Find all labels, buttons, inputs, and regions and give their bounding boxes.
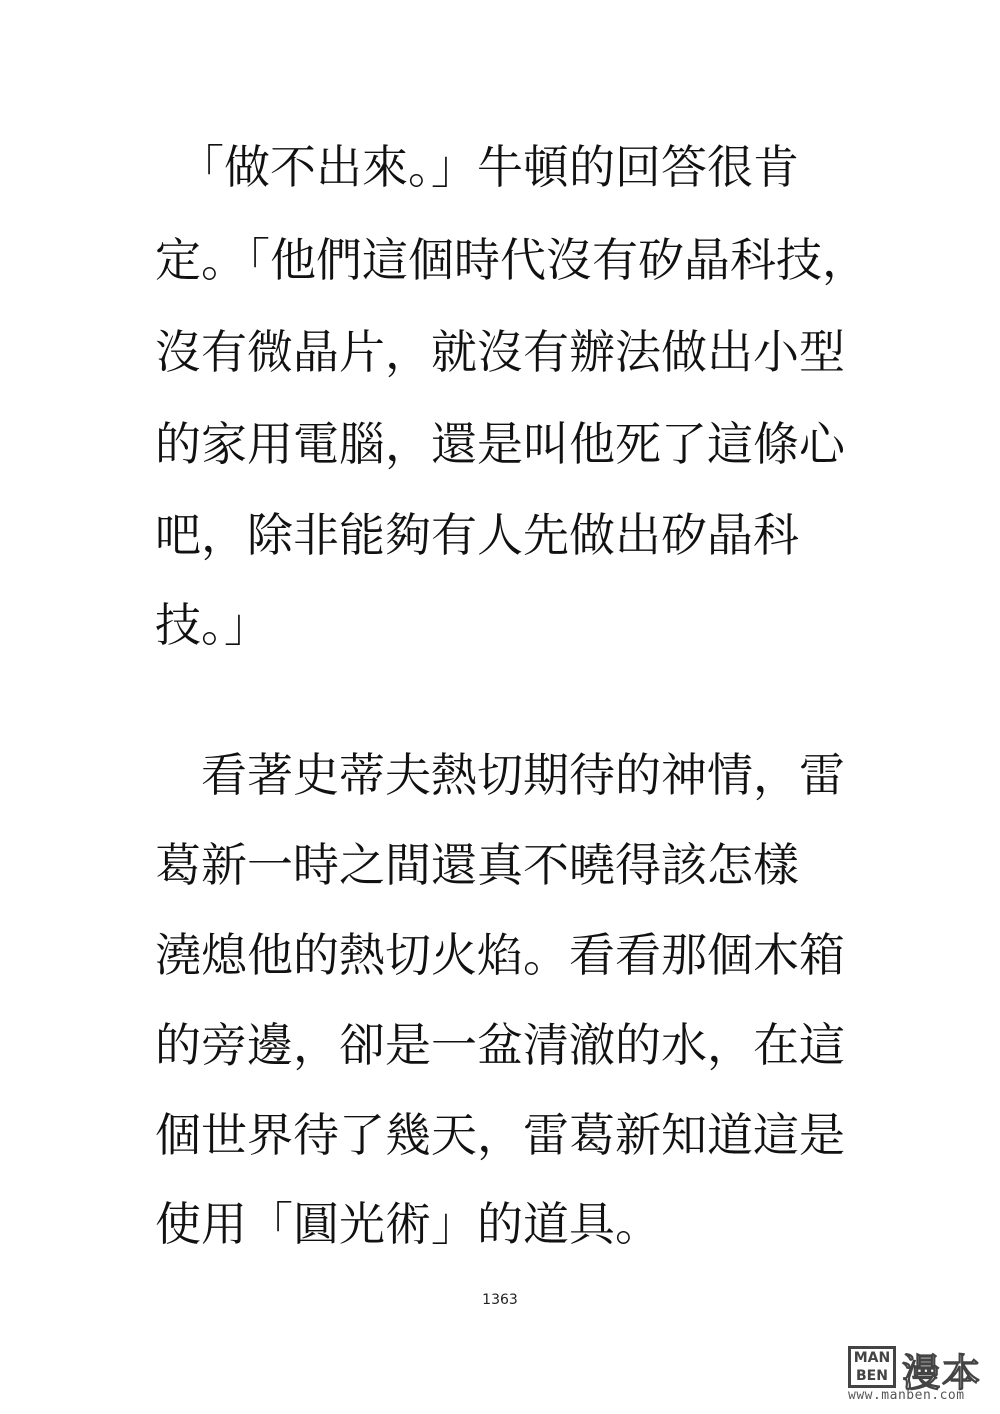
site-watermark <box>848 1346 988 1402</box>
watermark-url: www.manben.com <box>848 1388 965 1403</box>
text-line: 個世界待了幾天，雷葛新知道這是 <box>155 1108 845 1162</box>
watermark-logo-icon <box>848 1346 896 1388</box>
text-line: 吧，除非能夠有人先做出矽晶科 <box>155 508 799 562</box>
text-line: 「做不出來。」牛頓的回答很肯 <box>155 140 799 194</box>
text-line: 定。「他們這個時代沒有矽晶科技， <box>155 233 868 287</box>
logo-text-top: MAN <box>853 1350 891 1366</box>
text-line: 澆熄他的熱切火焰。看看那個木箱 <box>155 928 845 982</box>
text-line: 沒有微晶片，就沒有辦法做出小型 <box>155 325 845 379</box>
text-line: 看著史蒂夫熱切期待的神情，雷 <box>155 748 845 802</box>
watermark-title: 漫本 <box>902 1351 983 1395</box>
text-line: 使用「圓光術」的道具。 <box>155 1197 661 1251</box>
text-line: 技。」 <box>155 598 270 652</box>
page-number: 1363 <box>482 1292 518 1308</box>
logo-text-bottom: BEN <box>856 1368 888 1384</box>
text-line: 葛新一時之間還真不曉得該怎樣 <box>155 838 799 892</box>
text-line: 的家用電腦，還是叫他死了這條心 <box>155 417 845 471</box>
text-line: 的旁邊，卻是一盆清澈的水，在這 <box>155 1018 845 1072</box>
